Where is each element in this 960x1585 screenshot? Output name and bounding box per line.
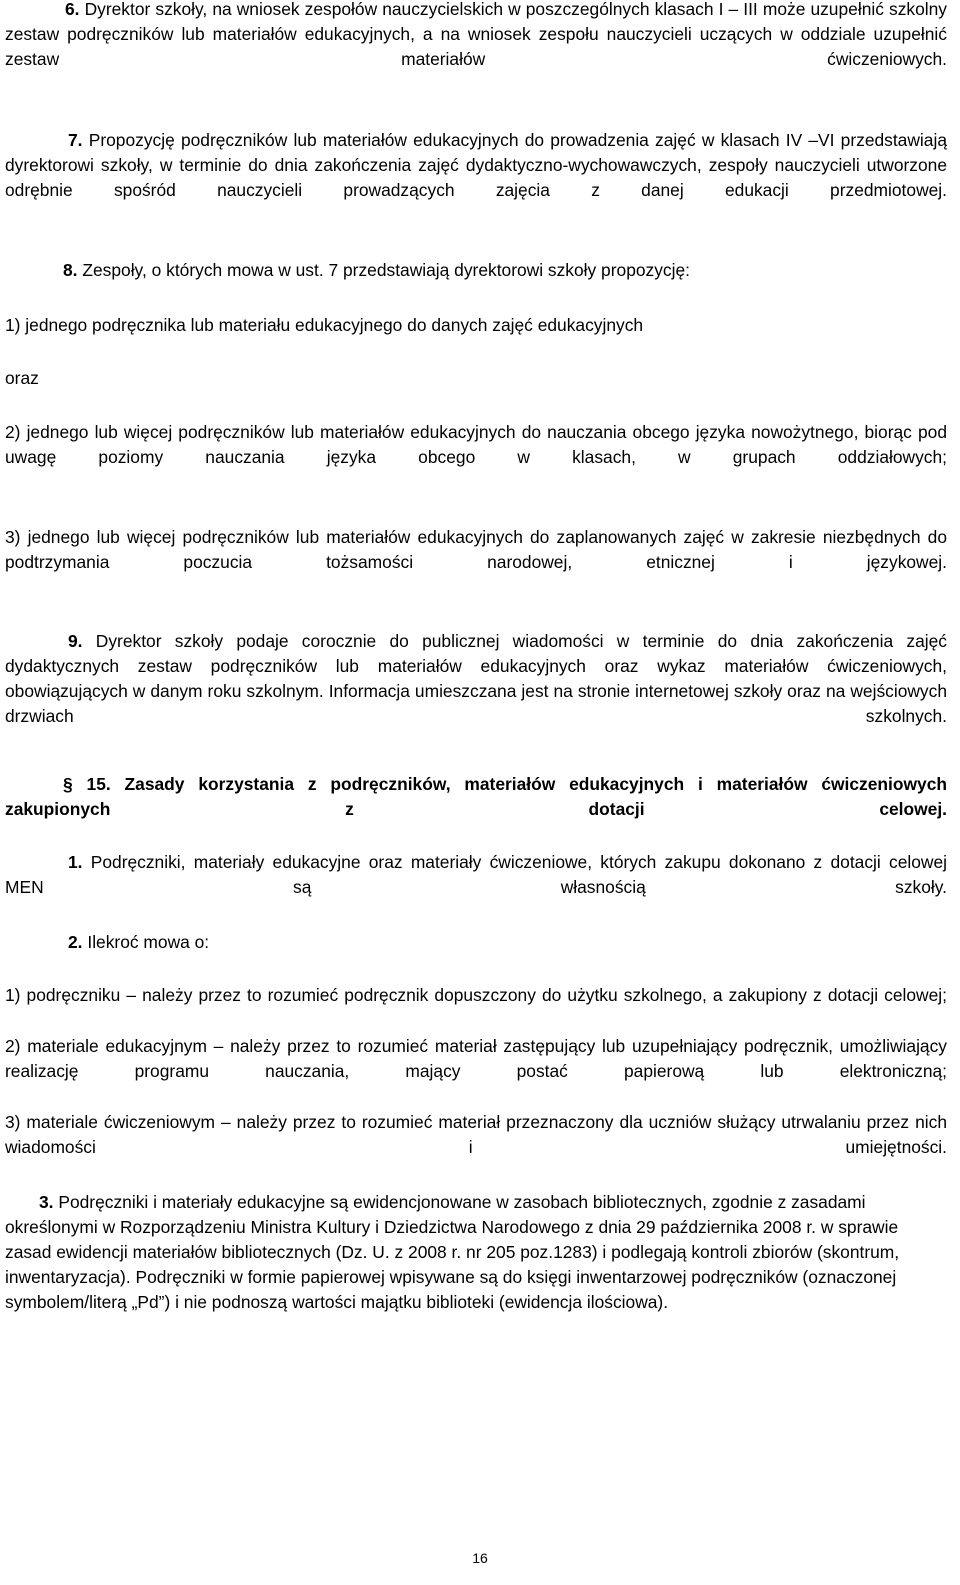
paragraph-text: Ilekroć mowa o:	[87, 932, 210, 952]
paragraph-9	[5, 629, 947, 754]
paragraph-text-bold: Zespoły, o których mowa w ust.	[82, 260, 324, 280]
list-item: 3) materiale ćwiczeniowym – należy przez to rozumieć materiał przeznaczony dla uczniów służący utrwalaniu przez nich wiadomości i umiejętności.	[5, 1112, 947, 1157]
paragraph-number: 3.	[39, 1192, 54, 1212]
paragraph-number: 7.	[68, 130, 83, 150]
paragraph-s1	[5, 850, 947, 925]
paragraph-s3	[5, 1190, 947, 1315]
list-item: 2) jednego lub więcej podręczników lub materiałów edukacyjnych do nauczania obcego języka nowożytnego, biorąc pod uwagę poziomy nauczania języka obcego w klasach, w grupach oddziałowych;	[5, 422, 947, 467]
paragraph-s2	[5, 930, 947, 955]
list-item: 3) jednego lub więcej podręczników lub materiałów edukacyjnych do zaplanowanych zajęć w zakresie niezbędnych do podtrzymania poczucia tożsamości narodowej, etnicznej i językowej.	[5, 527, 947, 572]
paragraph-6	[5, 0, 947, 97]
section-heading: § 15. Zasady korzystania z podręczników, materiałów edukacyjnych i materiałów ćwiczeniowych zakupionych z dotacji celowej.	[5, 774, 947, 819]
paragraph-text: Dyrektor szkoły podaje corocznie do publicznej wiadomości w terminie do dnia zakończenia zajęć dydaktycznych zestaw podręczników lub materiałów edukacyjnych oraz wykaz materiałów ćwiczeniowych, obowiązujących w danym roku szkolnym. Informacja umieszczana jest na stronie internetowej szkoły oraz na wejściowych drzwiach szkolnych.	[5, 631, 947, 726]
paragraph-number: 1.	[68, 852, 83, 872]
paragraph-number: 6.	[65, 0, 80, 19]
paragraph-number: 2.	[68, 932, 83, 952]
page-number: 16	[472, 1550, 488, 1566]
list-item: 2) materiale edukacyjnym – należy przez to rozumieć materiał zastępujący lub uzupełniający podręcznik, umożliwiający realizację programu nauczania, mający postać papierową lub elektroniczną;	[5, 1036, 947, 1081]
paragraph-text: Propozycję podręczników lub materiałów edukacyjnych do prowadzenia zajęć w klasach IV –VI przedstawiają dyrektorowi szkoły, w terminie do dnia zakończenia zajęć dydaktyczno-wychowawczych, zespoły nauczycieli utworzone odrębnie spośród nauczycieli prowadzących zajęcia z danej edukacji przedmiotowej.	[5, 130, 947, 200]
list-item: 1) jednego podręcznika lub materiału edukacyjnego do danych zajęć edukacyjnych	[5, 315, 644, 335]
paragraph-text: Podręczniki i materiały edukacyjne są ewidencjonowane w zasobach bibliotecznych, zgodnie z zasadami określonymi w Rozporządzeniu Ministra Kultury i Dziedzictwa Narodowego z dnia 29 października 2008 r. w sprawie zasad ewidencji materiałów bibliotecznych (Dz. U. z 2008 r. nr 205 poz.1283) i podlegają kontroli zbiorów (skontrum, inwentaryzacja). Podręczniki w formie papierowej wpisywane są do księgi inwentarzowej podręczników (oznaczonej symbolem/literą „Pd”) i nie podnoszą wartości majątku biblioteki (ewidencja ilościowa).	[5, 1192, 900, 1312]
paragraph-7	[5, 128, 947, 228]
paragraph-number: 8.	[63, 260, 78, 280]
paragraph-text: 7 przedstawiają dyrektorowi szkoły propozycję:	[328, 260, 690, 280]
paragraph-text: Podręczniki, materiały edukacyjne oraz materiały ćwiczeniowe, których zakupu dokonano z dotacji celowej MEN są własnością szkoły.	[5, 852, 947, 897]
paragraph-text: Dyrektor szkoły, na wniosek zespołów nauczycielskich w poszczególnych klasach I – III może uzupełnić szkolny zestaw podręczników lub materiałów edukacyjnych, a na wniosek zespołu nauczycieli uczących w oddziale uzupełnić zestaw materiałów ćwiczeniowych.	[5, 0, 947, 69]
paragraph-8	[5, 258, 947, 283]
list-connector: oraz	[5, 368, 39, 388]
paragraph-number: 9.	[68, 631, 83, 651]
list-item: 1) podręczniku – należy przez to rozumieć podręcznik dopuszczony do użytku szkolnego, a zakupiony z dotacji celowej;	[5, 985, 947, 1005]
